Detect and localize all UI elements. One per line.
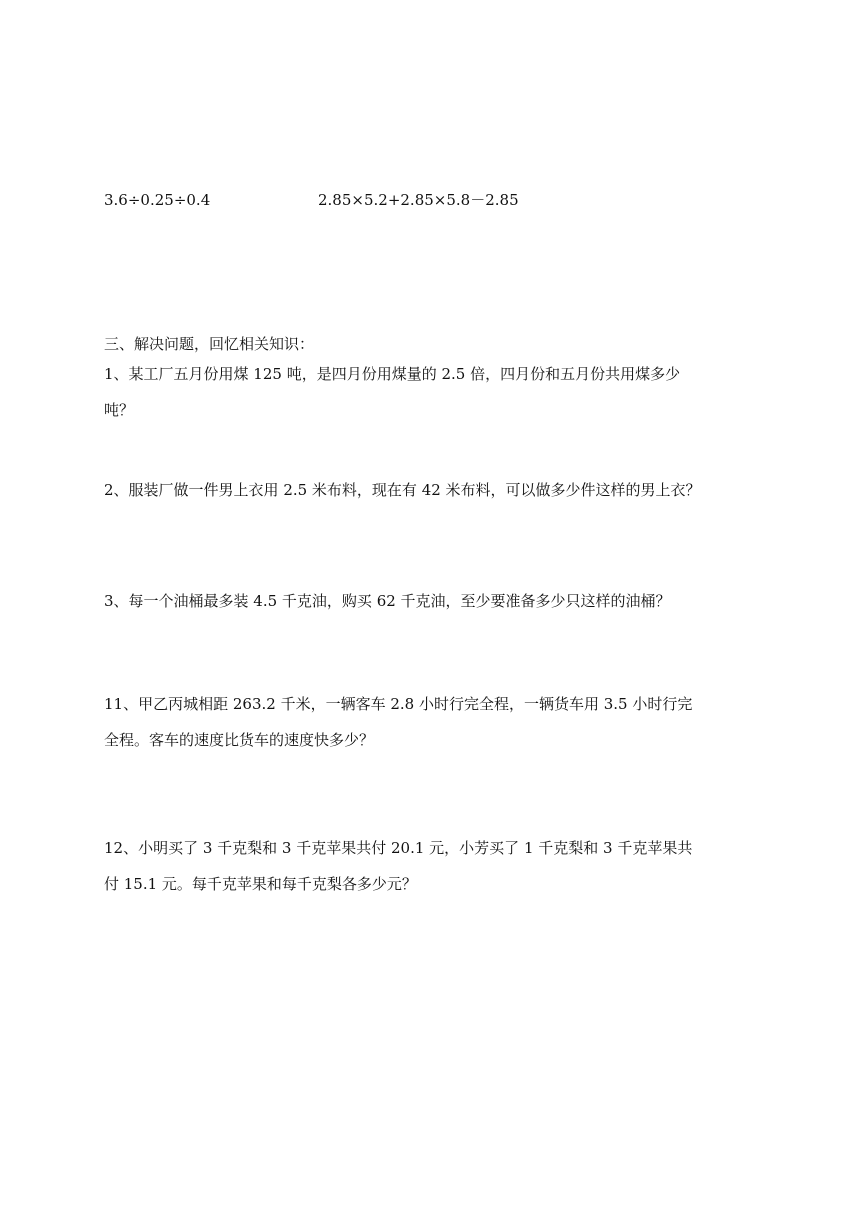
problem-11 — [104, 686, 764, 758]
problem-12-line-2: 付 15.1 元。每千克苹果和每千克梨各多少元？ — [104, 875, 417, 893]
calc-expression-2: 2.85×5.2+2.85×5.8－2.85 — [318, 191, 519, 209]
problem-11-line-1: 11、甲乙丙城相距 263.2 千米，一辆客车 2.8 小时行完全程，一辆货车用 3.5 小时行完 — [104, 695, 693, 713]
problem-3-line-1: 3、每一个油桶最多装 4.5 千克油，购买 62 千克油，至少要准备多少只这样的油桶？ — [104, 592, 671, 610]
problem-3 — [104, 583, 764, 619]
problem-12 — [104, 830, 764, 902]
problem-1 — [104, 356, 764, 428]
section-heading: 三、解决问题，回忆相关知识： — [104, 335, 315, 353]
calc-expression-1: 3.6÷0.25÷0.4 — [104, 191, 211, 209]
problem-2-line-1: 2、服装厂做一件男上衣用 2.5 米布料，现在有 42 米布料，可以做多少件这样的男上衣？ — [104, 481, 701, 499]
problem-1-line-1: 1、某工厂五月份用煤 125 吨，是四月份用煤量的 2.5 倍，四月份和五月份共用煤多少 — [104, 365, 681, 383]
problem-2 — [104, 472, 764, 508]
problem-1-line-2: 吨？ — [104, 401, 135, 419]
problem-11-line-2: 全程。客车的速度比货车的速度快多少？ — [104, 731, 375, 749]
problem-12-line-1: 12、小明买了 3 千克梨和 3 千克苹果共付 20.1 元，小芳买了 1 千克梨和 3 千克苹果共 — [104, 839, 693, 857]
